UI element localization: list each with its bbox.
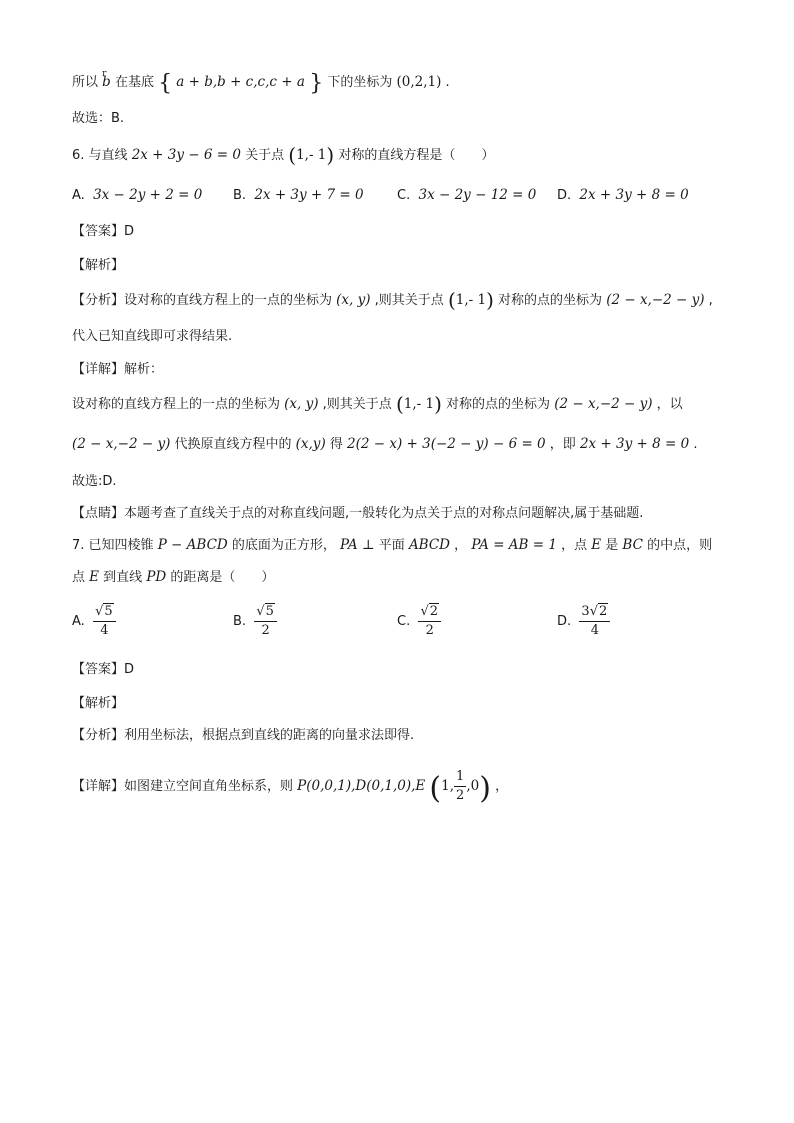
fraction: [254, 603, 277, 640]
q6-option-a: [72, 185, 202, 206]
coordinate: (0,2,1): [396, 74, 442, 90]
q6-option-d: [557, 185, 689, 206]
text: 的中点，则: [647, 538, 713, 553]
option-label: D.: [557, 188, 572, 203]
text: ,则其关于点: [374, 293, 444, 308]
q7-option-d: [557, 603, 610, 640]
text: 到直线: [103, 570, 143, 585]
q7-option-c: [397, 603, 441, 640]
denominator: 4: [100, 623, 109, 638]
denominator: 4: [590, 623, 599, 638]
text: 的底面为正方形，: [231, 538, 336, 553]
denominator: 2: [456, 788, 465, 803]
text: ，: [454, 538, 468, 553]
symmetric-point: (2 − x,−2 − y): [606, 292, 705, 308]
pyramid: P − ABCD: [157, 537, 228, 553]
point: (x, y): [284, 396, 319, 412]
text: 是: [605, 538, 619, 553]
text: ，以: [656, 397, 683, 412]
option-label: A.: [72, 188, 85, 203]
point: 1,- 1: [296, 147, 327, 163]
text: 【详解】如图建立空间直角坐标系，则: [72, 779, 294, 794]
q7-jiexi-heading: 【解析】: [72, 696, 125, 711]
perpendicular: PA ⊥: [340, 537, 375, 553]
fraction: [418, 603, 441, 640]
option-label: B.: [233, 188, 247, 203]
text: .: [693, 437, 698, 452]
text: .: [445, 75, 450, 90]
coordinates: P(0,0,1),D(0,1,0),E: [297, 778, 426, 794]
q6-detail-2: [72, 434, 698, 455]
text: 在基底: [114, 75, 154, 90]
plane-name: ABCD: [408, 537, 451, 553]
option-label: A.: [72, 614, 85, 629]
text: 平面: [378, 538, 405, 553]
denominator: 2: [261, 623, 270, 638]
q6-option-c: [397, 185, 536, 206]
sqrt-icon: √2: [589, 604, 608, 619]
coefficient: 3: [581, 604, 590, 619]
q7-option-b: [233, 603, 277, 640]
text: ，: [495, 779, 509, 794]
basis-vector-2: b + c: [217, 74, 254, 90]
q6-jiexi-heading: 【解析】: [72, 258, 125, 273]
basis-vector-3: c: [257, 74, 266, 90]
text: ，即: [549, 437, 576, 452]
text: 设对称的直线方程上的一点的坐标为: [72, 397, 281, 412]
radicand: 2: [599, 604, 608, 619]
line-pd: PD: [146, 569, 167, 585]
q7-answer: 【答案】D: [72, 662, 135, 677]
result-equation: 2x + 3y + 8 = 0: [579, 436, 690, 452]
vector-b: r b: [102, 72, 111, 92]
radicand: 5: [265, 604, 274, 619]
q6-option-b: [233, 185, 364, 206]
option-value: 2x + 3y + 7 = 0: [254, 187, 364, 203]
text: ,则其关于点: [322, 397, 392, 412]
q6-answer: 【答案】D: [72, 224, 135, 239]
option-label: C.: [397, 614, 411, 629]
symmetric-point: (2 − x,−2 − y): [554, 396, 653, 412]
sqrt-icon: √5: [95, 604, 113, 619]
q6-detail-1: 设对称的直线方程上的一点的坐标为 (x, y) ,则其关于点 (1,- 1) 对称的点的坐标为 (2 − x,−2 − y) ，以: [72, 392, 683, 416]
q6-comment: 【点睛】本题考查了直线关于点的对称直线问题,一般转化为点关于点的对称点问题解决,属于基础题.: [72, 506, 644, 521]
text: 7. 已知四棱锥: [72, 538, 154, 553]
sqrt-icon: √2: [420, 604, 439, 619]
point-e: E: [591, 537, 602, 553]
text: 对称的点的坐标为: [498, 293, 603, 308]
radicand: 5: [104, 604, 113, 619]
basis-vector-4: c + a: [269, 74, 305, 90]
q7-stem-1: [72, 535, 712, 556]
text: 对称的直线方程是（ ）: [338, 148, 495, 163]
q7-option-a: [72, 603, 116, 640]
text: 对称的点的坐标为: [446, 397, 551, 412]
coord-part: ,0: [466, 778, 480, 794]
text: 所以: [72, 75, 99, 90]
option-label: D.: [557, 614, 572, 629]
option-label: B.: [233, 614, 247, 629]
sqrt-icon: √5: [256, 604, 274, 619]
symmetric-point: (2 − x,−2 − y): [72, 436, 171, 452]
text: 得: [329, 437, 343, 452]
left-brace-icon: {: [158, 71, 173, 96]
basis-line: [72, 72, 450, 94]
equation: 2x + 3y − 6 = 0: [131, 147, 241, 163]
option-value: 3x − 2y − 12 = 0: [418, 187, 537, 203]
right-brace-icon: }: [309, 71, 324, 96]
radicand: 2: [429, 604, 439, 619]
point: (x,y): [295, 436, 326, 452]
q6-analysis: 【分析】设对称的直线方程上的一点的坐标为 (x, y) ,则其关于点 (1,- 1) 对称的点的坐标为 (2 − x,−2 − y) ,: [72, 288, 713, 312]
text: 6. 与直线: [72, 148, 128, 163]
fraction: [579, 603, 610, 640]
point-e: E: [89, 569, 100, 585]
text: 下的坐标为: [327, 75, 393, 90]
substituted-equation: 2(2 − x) + 3(−2 − y) − 6 = 0: [347, 436, 546, 452]
segment-bc: BC: [622, 537, 643, 553]
point: (x, y): [336, 292, 371, 308]
text: ，点: [561, 538, 588, 553]
text: 【分析】设对称的直线方程上的一点的坐标为: [72, 293, 333, 308]
q7-stem-2: [72, 567, 274, 588]
q6-detail-heading: 【详解】解析：: [72, 362, 164, 377]
point: 1,- 1: [455, 292, 487, 308]
text: 关于点: [245, 148, 285, 163]
fraction: [454, 768, 466, 805]
q6-stem: 6. 与直线 2x + 3y − 6 = 0 关于点 (1,- 1) 对称的直线方程是（ ）: [72, 143, 495, 167]
q6-analysis-2: 代入已知直线即可求得结果.: [72, 329, 233, 344]
numerator: 1: [454, 768, 466, 787]
point: 1,- 1: [403, 396, 435, 412]
equation: PA = AB = 1: [471, 537, 557, 553]
denominator: 2: [425, 623, 434, 638]
text: 代换原直线方程中的: [174, 437, 292, 452]
basis-vector-1: a + b: [176, 74, 213, 90]
basis-set: a + b,b + c,c,c + a: [176, 74, 305, 90]
option-label: C.: [397, 188, 411, 203]
text: 的距离是（ ）: [170, 570, 275, 585]
choose-d: 故选:D.: [72, 474, 117, 489]
q7-analysis: 【分析】利用坐标法，根据点到直线的距离的向量求法即得.: [72, 728, 415, 743]
coord-part: 1,: [441, 778, 455, 794]
fraction: [93, 603, 116, 640]
option-value: 3x − 2y + 2 = 0: [93, 187, 203, 203]
choose-b: 故选：B.: [72, 111, 125, 126]
option-value: 2x + 3y + 8 = 0: [579, 187, 689, 203]
text: 点: [72, 570, 86, 585]
q7-detail: 【详解】如图建立空间直角坐标系，则 P(0,0,1),D(0,1,0),E (1, $\frac{1}{2}$ ,0) ，: [72, 769, 509, 806]
text: ,: [708, 293, 713, 308]
